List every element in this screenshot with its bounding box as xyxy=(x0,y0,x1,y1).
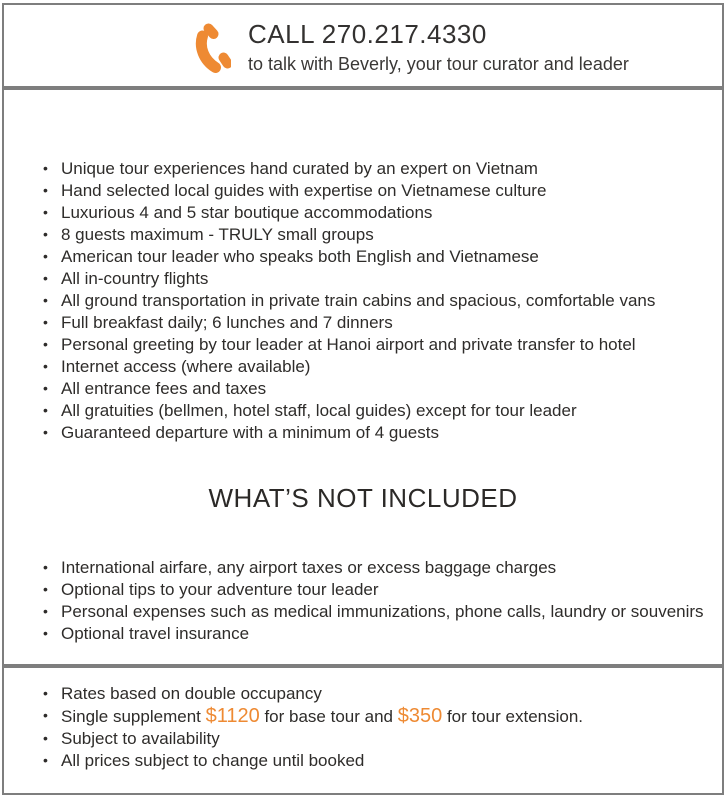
call-subtitle: to talk with Beverly, your tour curator and leader xyxy=(248,54,629,74)
not-included-list-item xyxy=(42,601,702,623)
list-item-text: Optional tips to your adventure tour leader xyxy=(61,580,379,599)
included-list-item xyxy=(42,312,702,334)
price-value: $350 xyxy=(397,705,443,727)
text-segment: for tour extension. xyxy=(442,707,584,726)
list-item-text: All entrance fees and taxes xyxy=(61,379,267,398)
list-item-text: International airfare, any airport taxes or excess baggage charges xyxy=(61,558,557,577)
rates-list-item xyxy=(42,705,702,728)
included-list-item xyxy=(42,158,702,180)
text-segment: for base tour and xyxy=(259,707,398,726)
not-included-list-item xyxy=(42,557,702,579)
included-list-item xyxy=(42,334,702,356)
list-item-text: Luxurious 4 and 5 star boutique accommodations xyxy=(61,203,433,222)
included-list xyxy=(4,158,722,444)
list-item-text: 8 guests maximum - TRULY small groups xyxy=(61,225,374,244)
list-item-text: Unique tour experiences hand curated by an expert on Vietnam xyxy=(61,159,538,178)
list-item-text xyxy=(61,707,583,726)
flyer-sheet xyxy=(2,3,724,795)
list-item-text: All ground transportation in private train cabins and spacious, comfortable vans xyxy=(61,291,656,310)
not-included-heading: WHAT’S NOT INCLUDED xyxy=(208,483,518,513)
list-item-text: Subject to availability xyxy=(61,729,220,748)
call-phone-number: CALL 270.217.4330 xyxy=(248,19,487,49)
list-item-text: Rates based on double occupancy xyxy=(61,684,322,703)
included-list-item xyxy=(42,224,702,246)
rates-list-item xyxy=(42,683,702,705)
not-included-list-item xyxy=(42,579,702,601)
rates-list-item xyxy=(42,750,702,772)
included-list-item xyxy=(42,356,702,378)
list-item-text: Full breakfast daily; 6 lunches and 7 dinners xyxy=(61,313,393,332)
list-item-text: Guaranteed departure with a minimum of 4 guests xyxy=(61,423,439,442)
list-item-text: Optional travel insurance xyxy=(61,624,250,643)
included-list-item xyxy=(42,290,702,312)
list-item-text: American tour leader who speaks both English and Vietnamese xyxy=(61,247,539,266)
included-list-item xyxy=(42,422,702,444)
phone-handset-icon xyxy=(195,21,231,75)
included-list-item xyxy=(42,268,702,290)
call-header-box xyxy=(2,3,724,88)
not-included-list xyxy=(4,557,722,645)
call-text-block xyxy=(248,18,629,77)
not-included-list-item xyxy=(42,623,702,645)
rates-list xyxy=(4,683,722,772)
included-list-item xyxy=(42,180,702,202)
included-list-item xyxy=(42,246,702,268)
tour-details-box xyxy=(2,88,724,666)
text-segment: Single supplement xyxy=(61,707,206,726)
list-item-text: Personal expenses such as medical immunizations, phone calls, laundry or souvenirs xyxy=(61,602,704,621)
price-value: $1120 xyxy=(205,705,260,727)
included-list-item xyxy=(42,202,702,224)
list-item-text: All prices subject to change until booked xyxy=(61,751,365,770)
rates-list-item xyxy=(42,728,702,750)
list-item-text: Hand selected local guides with expertise on Vietnamese culture xyxy=(61,181,547,200)
rates-box xyxy=(2,666,724,795)
list-item-text: Internet access (where available) xyxy=(61,357,311,376)
list-item-text: All gratuities (bellmen, hotel staff, local guides) except for tour leader xyxy=(61,401,577,420)
list-item-text: Personal greeting by tour leader at Hanoi airport and private transfer to hotel xyxy=(61,335,636,354)
list-item-text: All in-country flights xyxy=(61,269,209,288)
included-list-item xyxy=(42,378,702,400)
included-list-item xyxy=(42,400,702,422)
